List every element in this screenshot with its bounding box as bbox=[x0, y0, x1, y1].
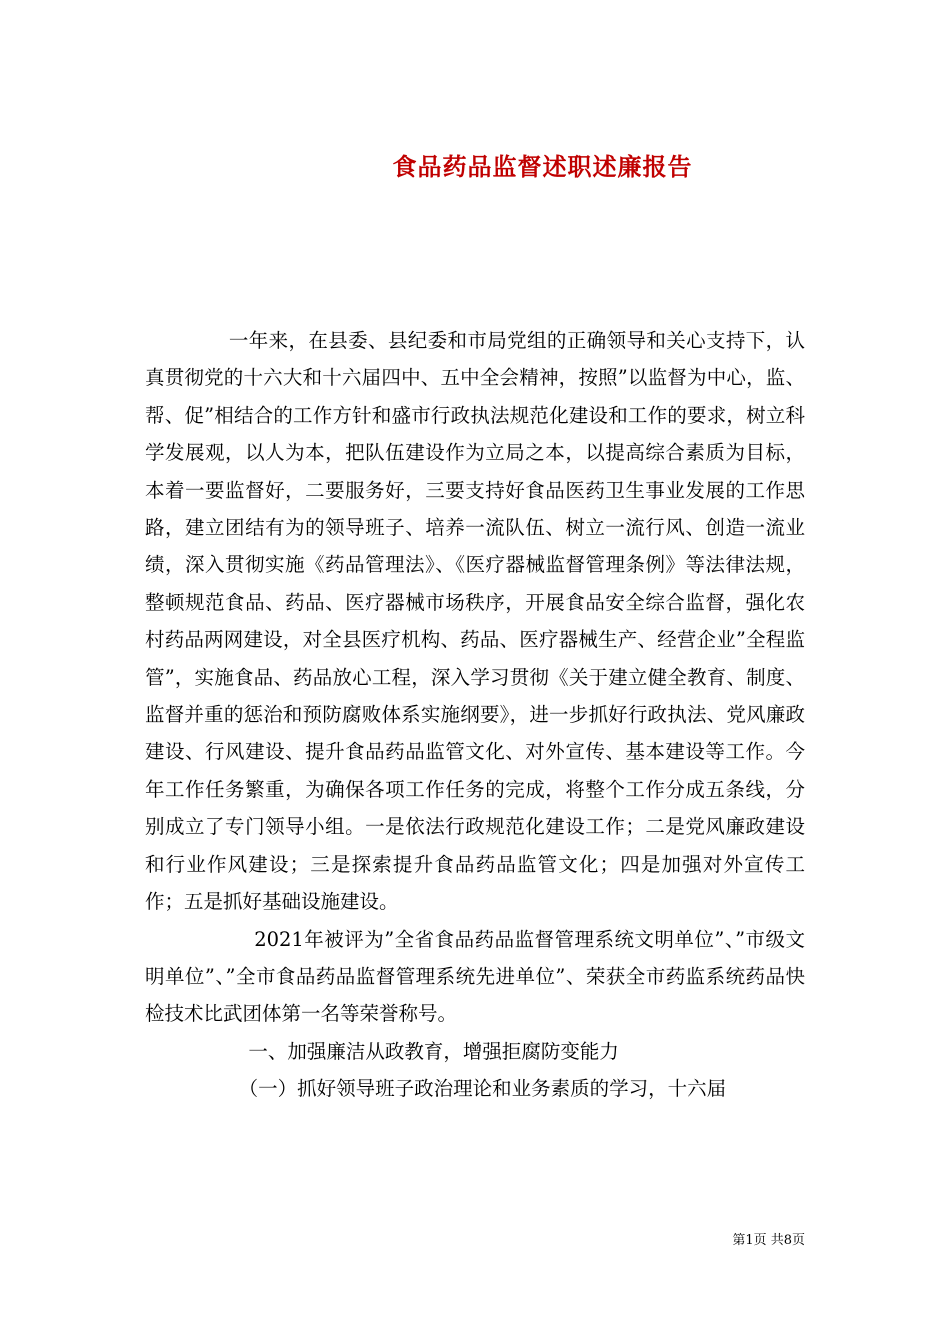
subsection-paragraph: （一）抓好领导班子政治理论和业务素质的学习，十六届 bbox=[238, 1077, 727, 1101]
document-body bbox=[145, 322, 805, 1108]
paragraph-honors: 2021年被评为”全省食品药品监督管理系统文明单位”、”市级文明单位”、”全市食品药品监督管理系统先进单位”、荣获全市药监系统药品快检技术比武团体第一名等荣誉称号。 bbox=[145, 927, 805, 1026]
paragraph-intro: 一年来，在县委、县纪委和市局党组的正确领导和关心支持下，认真贯彻党的十六大和十六届四中、五中全会精神，按照”以监督为中心，监、帮、促”相结合的工作方针和盛市行政执法规范化建设和工作的要求，树立科学发展观，以人为本，把队伍建设作为立局之本，以提高综合素质为目标，本着一要监督好，二要服务好，三要支持好食品医药卫生事业发展的工作思路，建立团结有为的领导班子、培养一流队伍、树立一流行风、创造一流业绩，深入贯彻实施《药品管理法》、《医疗器械监督管理条例》等法律法规，整顿规范食品、药品、医疗器械市场秩序，开展食品安全综合监督，强化农村药品两网建设，对全县医疗机构、药品、医疗器械生产、经营企业”全程监管”，实施食品、药品放心工程，深入学习贯彻《关于建立健全教育、制度、监督并重的惩治和预防腐败体系实施纲要》，进一步抓好行政执法、党风廉政建设、行风建设、提升食品药品监管文化、对外宣传、基本建设等工作。今年工作任务繁重，为确保各项工作任务的完成，将整个工作分成五条线，分别成立了专门领导小组。一是依法行政规范化建设工作；二是党风廉政建设和行业作风建设；三是探索提升食品药品监管文化；四是加强对外宣传工作；五是抓好基础设施建设。 bbox=[145, 329, 805, 914]
section-heading: 一、加强廉洁从政教育，增强拒腐防变能力 bbox=[248, 1039, 619, 1063]
document-title: 食品药品监督述职述廉报告 bbox=[392, 152, 693, 182]
page-number: 第1页 共8页 bbox=[732, 1233, 805, 1248]
